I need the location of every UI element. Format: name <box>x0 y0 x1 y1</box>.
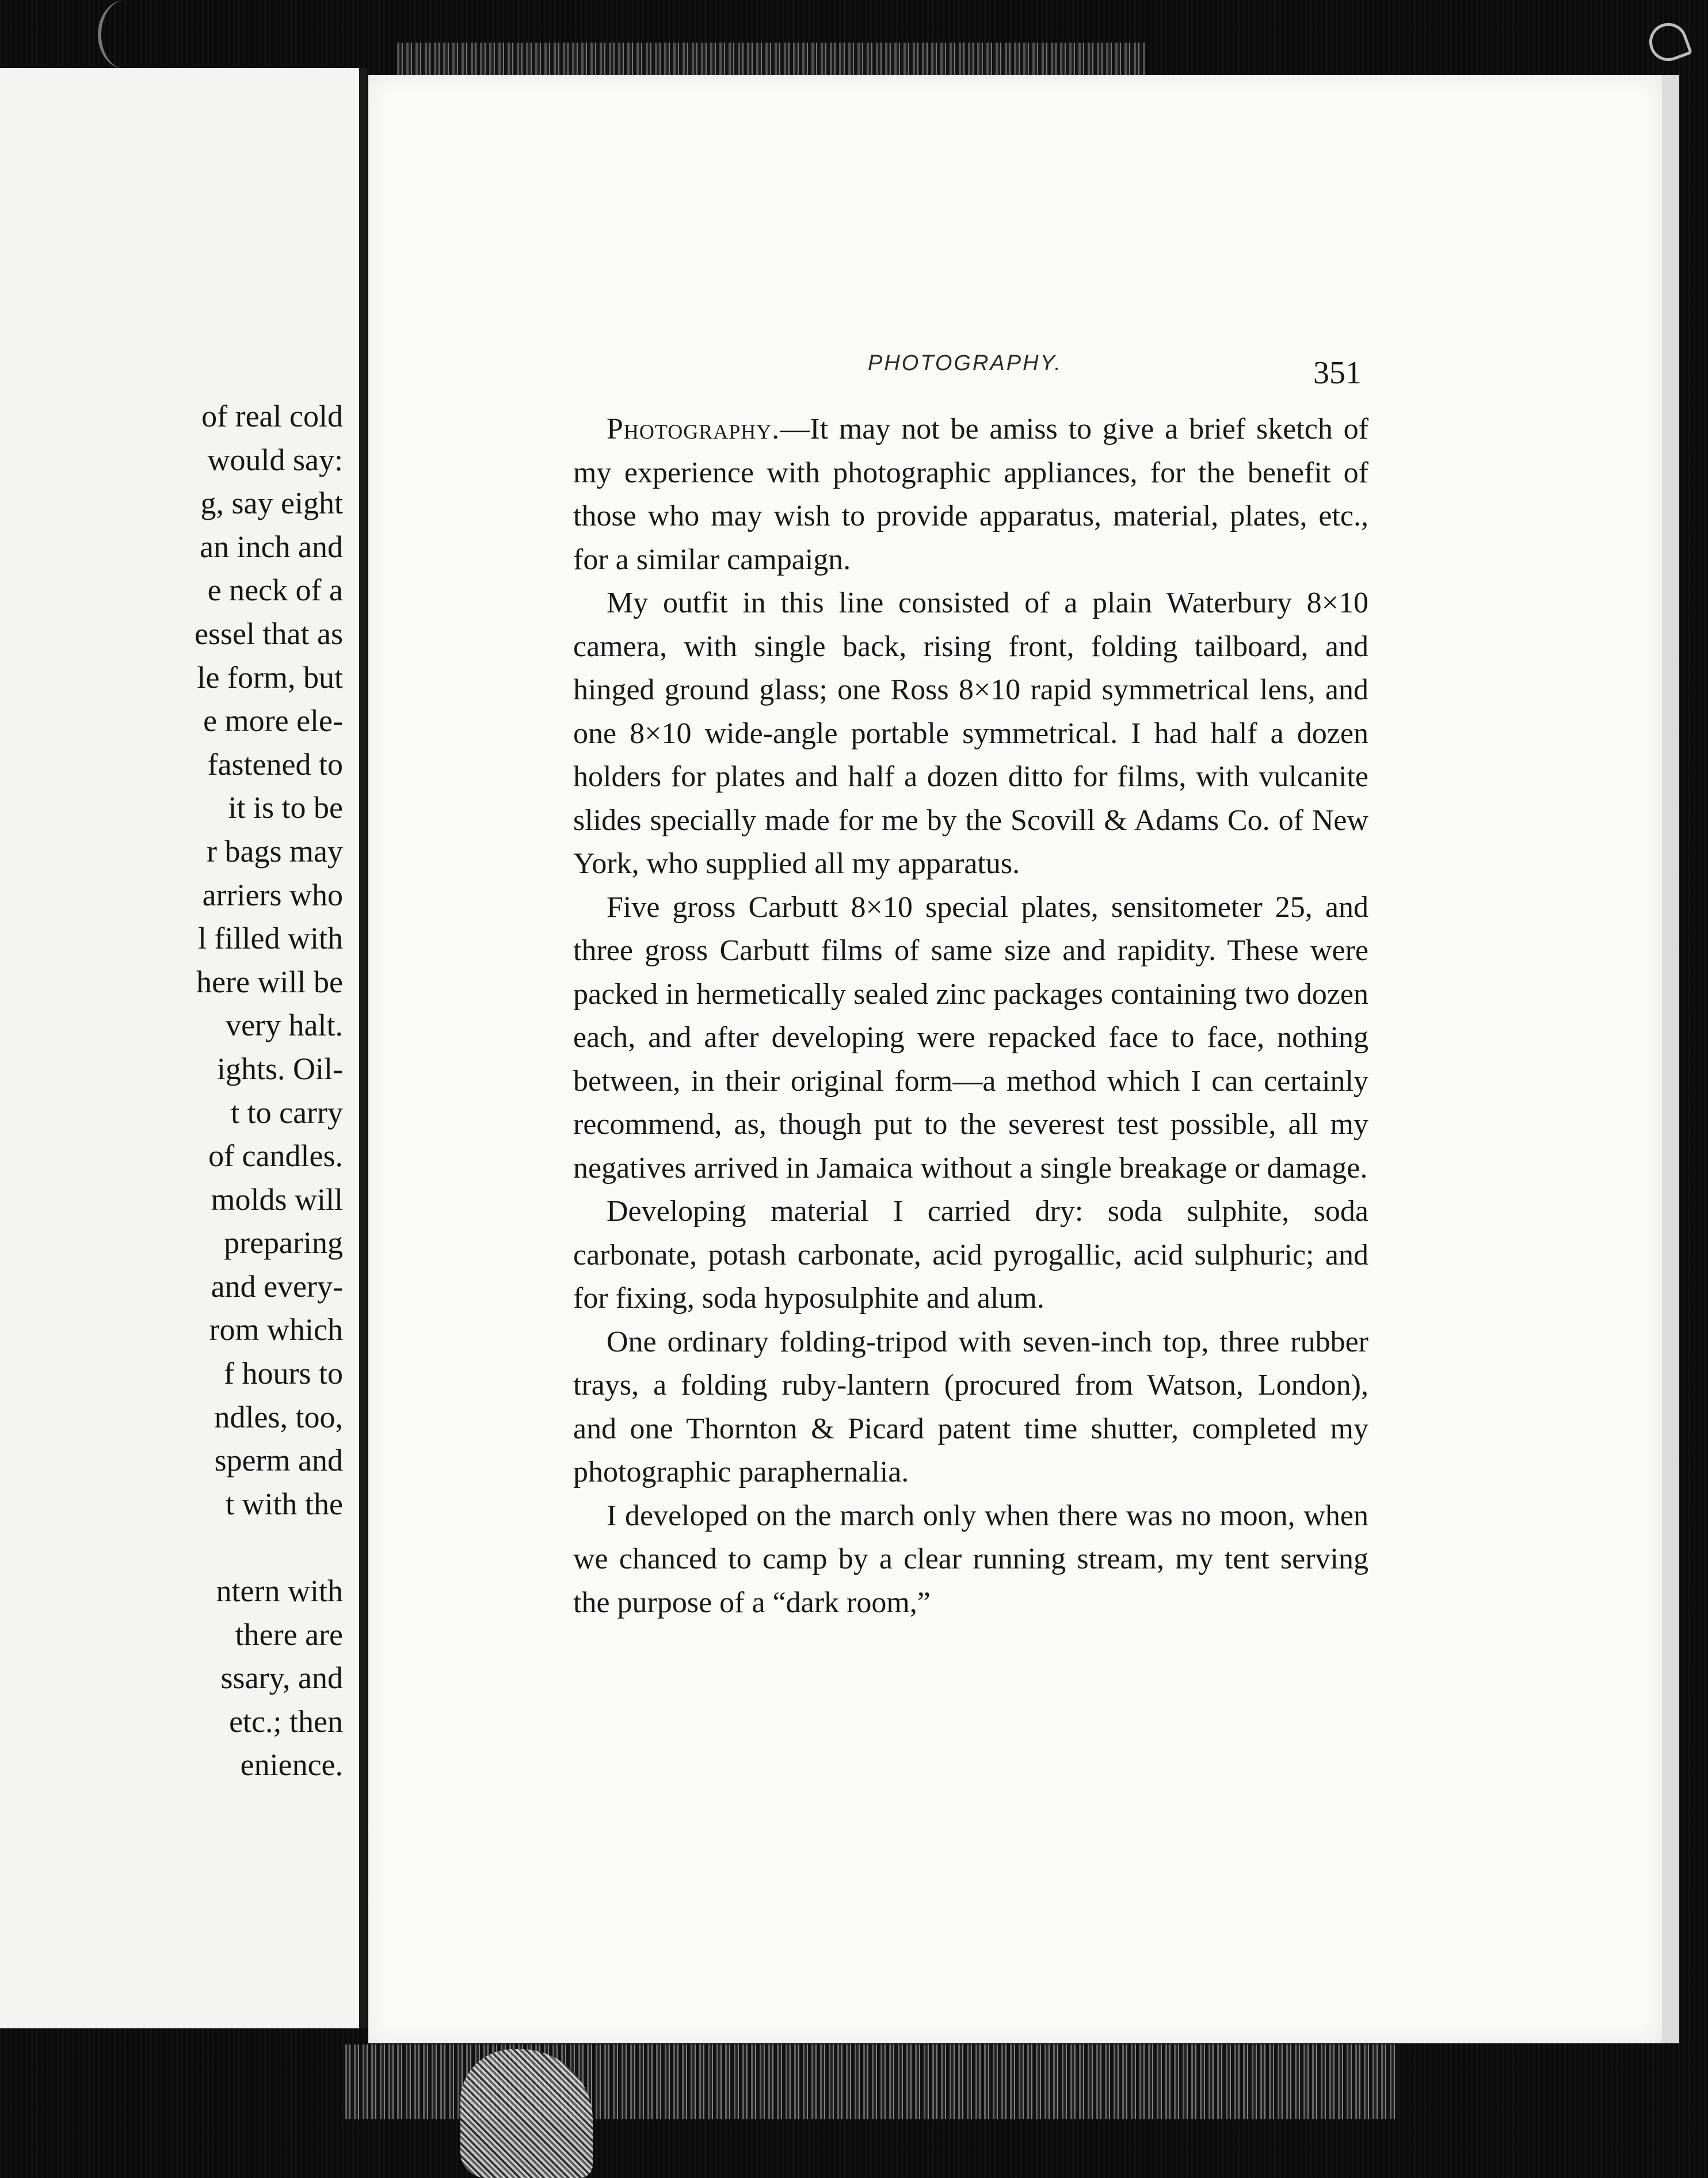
left-page-line: there are <box>235 1617 343 1652</box>
paragraph <box>573 408 1368 581</box>
left-page-text <box>0 395 343 1787</box>
left-page-line: very halt. <box>226 1008 343 1043</box>
left-page-line: sperm and <box>214 1443 343 1478</box>
left-page-line: here will be <box>196 964 343 999</box>
left-page-line: it is to be <box>228 790 343 825</box>
left-page-line: e neck of a <box>207 573 343 608</box>
scan-smudge <box>98 0 153 69</box>
left-page-line: arriers who <box>202 877 343 912</box>
left-page-line <box>0 1526 343 1570</box>
paragraph-text: —It may not be amiss to give a brief sketch of my experience with photographic appliances, for the benefit of those who may wish to provide apparatus, material, plates, etc., for a similar campaign. <box>573 413 1368 576</box>
paragraph-lead: Photography. <box>607 413 780 446</box>
left-page-line: f hours to <box>224 1356 343 1391</box>
left-page-line: etc.; then <box>229 1704 343 1739</box>
left-page-line: t with the <box>226 1486 343 1521</box>
running-head: PHOTOGRAPHY. <box>868 351 1062 375</box>
left-page-line: preparing <box>224 1225 343 1261</box>
page-number: 351 <box>1313 355 1362 391</box>
left-page-line: enience. <box>240 1747 343 1783</box>
paragraph: I developed on the march only when there was no moon, when we chanced to camp by a clear running stream, my tent serving the purpose of a “dark room,” <box>573 1499 1368 1619</box>
left-page-line: le form, but <box>197 660 343 695</box>
left-page <box>0 68 367 2028</box>
paragraph: One ordinary folding-tripod with seven-inch top, three rubber trays, a folding ruby-lantern (procured from Watson, London), and one Thornton & Picard patent time shutter, completed my photographic paraphernalia. <box>573 1325 1368 1488</box>
body-text <box>573 408 1368 1624</box>
left-page-line: of candles. <box>208 1138 343 1174</box>
left-page-line: t to carry <box>231 1095 343 1130</box>
left-page-line: molds will <box>211 1182 343 1217</box>
left-page-line: fastened to <box>207 747 343 782</box>
left-page-line: g, say eight <box>200 486 343 521</box>
paragraph: Developing material I carried dry: soda sulphite, soda carbonate, potash carbonate, acid pyrogallic, acid sulphuric; and for fixing, soda hyposulphite and alum. <box>573 1195 1368 1315</box>
left-page-line: would say: <box>207 442 343 477</box>
left-page-line: rom which <box>209 1312 343 1347</box>
left-page-line: ights. Oil- <box>216 1051 343 1086</box>
left-page-line: l filled with <box>198 921 343 956</box>
left-page-line: ntern with <box>216 1574 343 1609</box>
left-page-line: r bags may <box>207 833 343 869</box>
left-page-line: an inch and <box>200 529 343 564</box>
left-page-line: ndles, too, <box>214 1399 343 1434</box>
paragraph: My outfit in this line consisted of a plain Waterbury 8×10 camera, with single back, rising front, folding tailboard, and hinged ground glass; one Ross 8×10 rapid symmetrical lens, and one 8×10 wide-angle portable symmetrical. I had half a dozen holders for plates and half a dozen ditto for films, with vulcanite slides specially made for me by the Scovill & Adams Co. of New York, who supplied all my apparatus. <box>573 587 1368 880</box>
left-page-line: of real cold <box>201 399 343 433</box>
left-page-line: e more ele- <box>203 703 343 738</box>
left-page-line: and every- <box>211 1269 343 1304</box>
paragraph: Five gross Carbutt 8×10 special plates, sensitometer 25, and three gross Carbutt films of same size and rapidity. These were packed in hermetically sealed zinc packages containing two dozen each, and after developing were repacked face to face, nothing between, in their original form—a method which I can certainly recommend, as, though put to the severest test possible, all my negatives arrived in Jamaica without a single breakage or damage. <box>573 890 1368 1185</box>
left-page-line: ssary, and <box>220 1661 343 1696</box>
left-page-line: essel that as <box>195 616 343 651</box>
